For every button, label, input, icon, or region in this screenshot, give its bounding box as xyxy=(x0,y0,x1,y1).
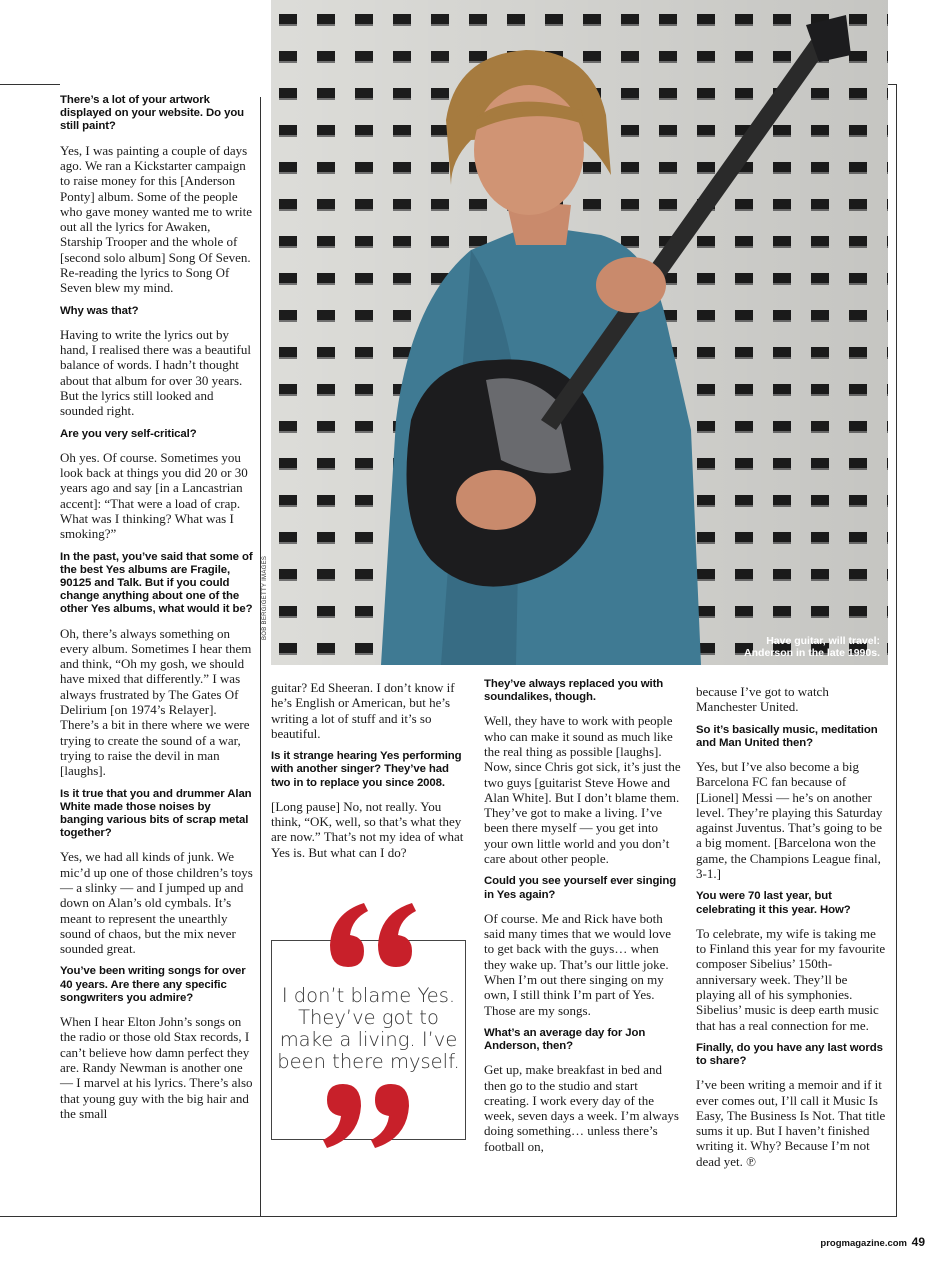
caption-line-2: Anderson in the late 1990s. xyxy=(744,647,880,659)
interview-answer: [Long pause] No, not really. You think, “OK, well, so that’s what they are now.” That’s not my idea of what Yes is. But what can I do? xyxy=(271,798,464,860)
interview-answer: Yes, we had all kinds of junk. We mic’d up one of those children’s toys — a slinky — and I jumped up and down on Alan’s old cymbals. It’s meant to represent the unearthly sound of chaos, but the mix never sounded great. xyxy=(60,849,253,957)
photo-illustration xyxy=(271,0,888,665)
column-4 xyxy=(696,684,888,1178)
photo-caption xyxy=(744,635,880,659)
interview-question: So it’s basically music, meditation and Man United then? xyxy=(696,723,878,749)
pull-quote-text: I don’t blame Yes. They’ve got to make a living. I’ve been there myself. xyxy=(277,984,460,1073)
column-rule-1 xyxy=(260,97,261,1217)
interview-answer: Get up, make breakfast in bed and then go to the studio and start creating. I work every day of the week, seven days a week. I’m always doing something… unless there’s football on, xyxy=(484,1062,679,1154)
interview-question: Is it true that you and drummer Alan White made those noises by banging various bits of scrap metal together? xyxy=(60,787,252,840)
page-footer xyxy=(820,1235,925,1249)
column-3 xyxy=(484,678,684,1163)
interview-answer: Well, they have to work with people who can make it sound as much like the real thing as possible [laughs]. Now, since Chris got sick, it’s just the two guys [guitarist Steve Howe and Alan White]. But I don’t blame them. They’ve got to make a living. I’ve been there myself — you get into your own little world and you don’t care about other people. xyxy=(484,713,681,867)
pull-quote xyxy=(271,940,466,1140)
close-quote-mark-icon xyxy=(322,1081,417,1156)
interview-question: They’ve always replaced you with soundalikes, though. xyxy=(484,678,664,704)
interview-answer: Yes, I was painting a couple of days ago. We ran a Kickstarter campaign to raise money for this [Anderson Ponty] album. Some of the people who gave money wanted me to write out all the lyrics for Awaken, Starship Trooper and the whole of [second solo album] Song Of Seven. Re-reading the lyrics to Song Of Seven blew my mind. xyxy=(60,142,253,296)
top-rule-left xyxy=(0,84,60,85)
interview-question: You’ve been writing songs for over 40 years. Are there any specific songwriters you admire? xyxy=(60,965,246,1004)
page-number: 49 xyxy=(911,1235,925,1249)
interview-answer: To celebrate, my wife is taking me to Finland this year for my favourite composer Sibelius’ 150th-anniversary week. They’ll be playing all of his symphonies. Sibelius’ music is deep earth music that has a real connection for me. xyxy=(696,925,886,1033)
interview-question: Could you see yourself ever singing in Yes again? xyxy=(484,875,677,901)
interview-question: Why was that? xyxy=(60,304,139,317)
interview-question: Are you very self-critical? xyxy=(60,427,197,440)
interview-question: Is it strange hearing Yes performing with another singer? They’ve had two in to replace you since 2008. xyxy=(271,750,462,789)
column-1 xyxy=(60,94,255,1130)
continued-answer: guitar? Ed Sheeran. I don’t know if he’s English or American, but he’s writing a lot of stuff and it’s so beautiful. xyxy=(271,680,455,741)
interview-answer: When I hear Elton John’s songs on the radio or those old Stax records, I can’t believe how damn perfect they are. Randy Newman is another one — I marvel at his lyrics. There’s also that young guy with the big hair and the small xyxy=(60,1014,253,1121)
photo-credit: BOB BERG/GETTY IMAGES xyxy=(262,555,268,640)
column-2 xyxy=(271,680,466,869)
open-quote-mark-icon xyxy=(322,895,417,970)
frame-right-rule xyxy=(896,84,897,1217)
interview-question: You were 70 last year, but celebrating it this year. How? xyxy=(696,890,851,916)
interview-answer: I’ve been writing a memoir and if it ever comes out, I’ll call it Music Is Easy, The Business Is Not. That title sums it up. But I haven’t finished writing it. Why? Because I’m not dead yet. ℗ xyxy=(696,1077,886,1169)
interview-answer: Oh yes. Of course. Sometimes you look back at things you did 20 or 30 years ago and say [in a Lancastrian accent]: “That were a load of crap. What was I thinking? What was I smoking?” xyxy=(60,449,248,542)
interview-answer: Yes, but I’ve also become a big Barcelona FC fan because of [Lionel] Messi — he’s on another level. They’re playing this Saturday against Juventus. That’s going to be a big moment. [Barcelona won the game, the Champions League final, 3-1.] xyxy=(696,759,883,882)
footer-site: progmagazine.com xyxy=(820,1238,907,1249)
photo xyxy=(271,0,888,665)
interview-answer: Having to write the lyrics out by hand, I realised there was a beautiful balance of words. I hadn’t thought about that album for over 30 years. But the lyrics still looked and sounded right. xyxy=(60,326,251,419)
caption-line-1: Have guitar, will travel: xyxy=(766,635,880,647)
interview-question: Finally, do you have any last words to share? xyxy=(696,1041,883,1068)
interview-answer: Of course. Me and Rick have both said many times that we would love to get back with the guys… when they wake up. That’s our little joke. When I’m out there singing on my own, I still think I’m part of Yes. Those are my songs. xyxy=(484,910,672,1018)
interview-question: There’s a lot of your artwork displayed on your website. Do you still paint? xyxy=(60,94,245,133)
continued-answer: because I’ve got to watch Manchester United. xyxy=(696,684,829,715)
interview-answer: Oh, there’s always something on every album. Sometimes I hear them and think, “Oh my gosh, we should have mixed that differently.” I was always frustrated by The Gates Of Delirium [on 1974’s Relayer]. There’s a bit in there where we were trying to create the sound of a war, trying to raise the devil in man [laughs]. xyxy=(60,625,252,779)
interview-question: In the past, you’ve said that some of the best Yes albums are Fragile, 90125 and Talk. But if you could change anything about one of the other Yes albums, what would it be? xyxy=(60,550,253,616)
interview-question: What’s an average day for Jon Anderson, then? xyxy=(484,1026,646,1053)
bottom-rule xyxy=(0,1216,897,1217)
